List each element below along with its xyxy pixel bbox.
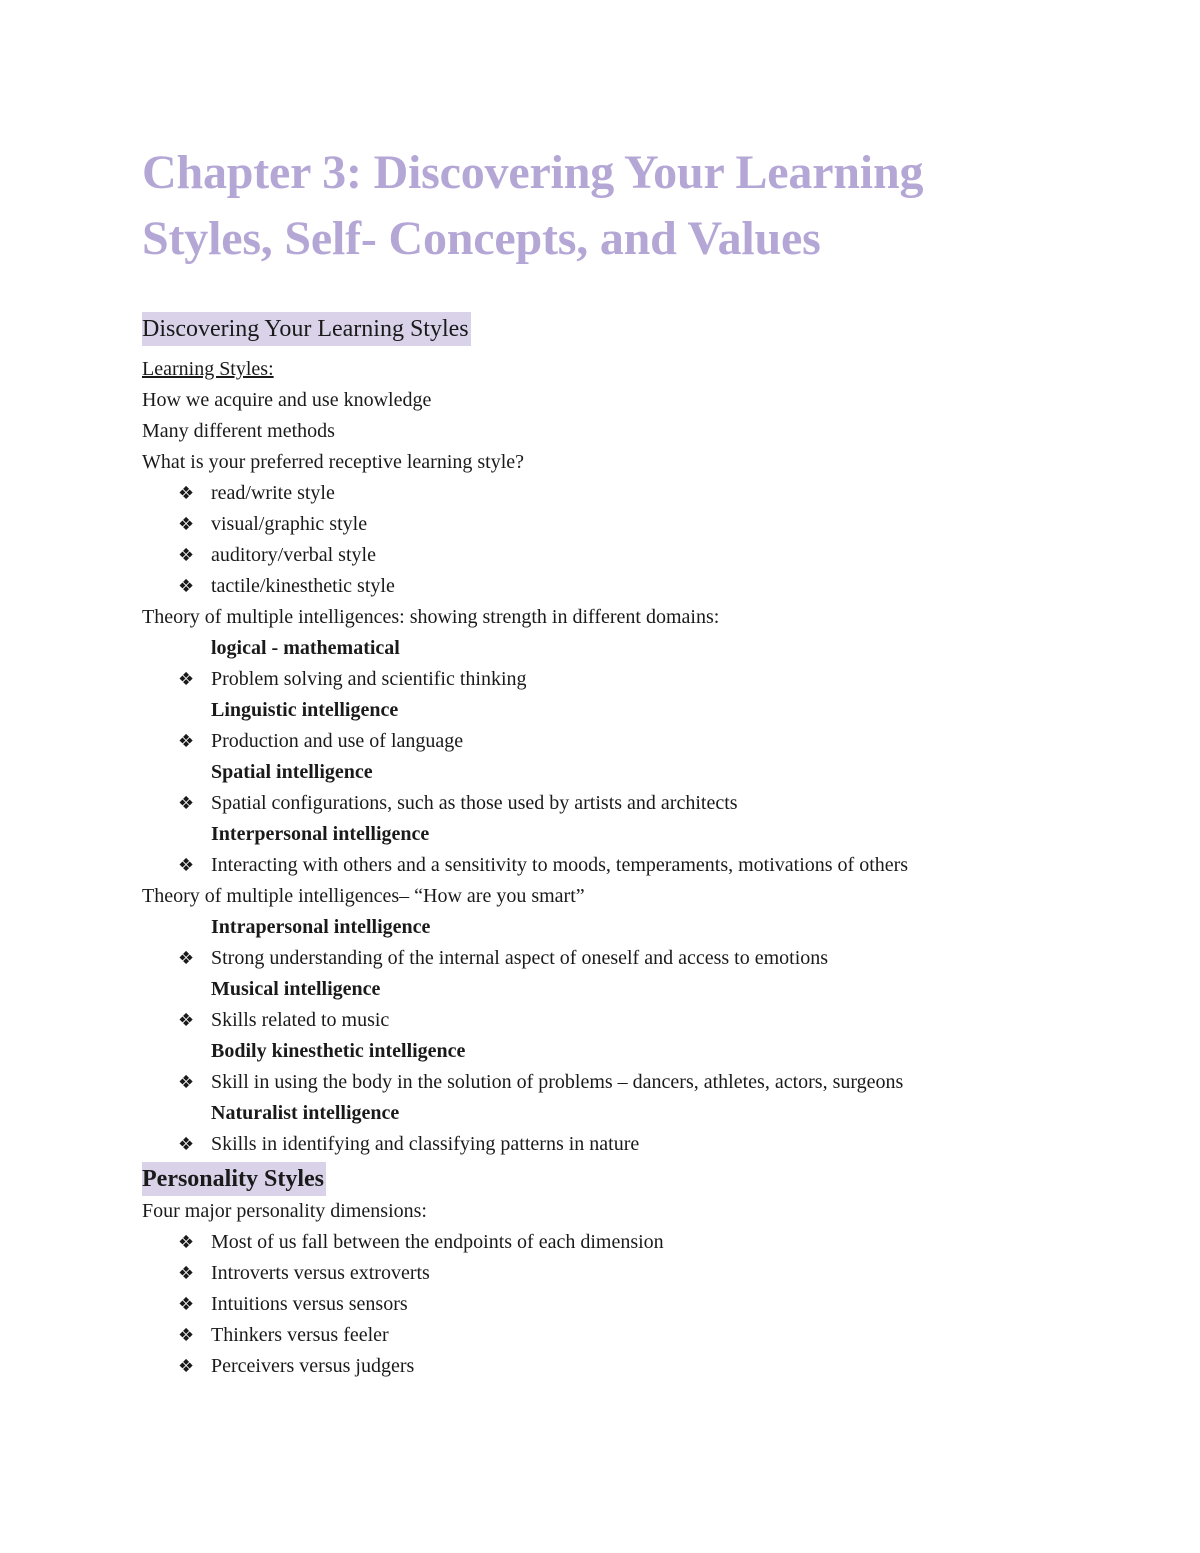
diamond-bullet-icon: ❖ bbox=[178, 1072, 195, 1093]
diamond-bullet-icon: ❖ bbox=[178, 1134, 195, 1155]
list-item: ❖ visual/graphic style bbox=[142, 509, 1062, 540]
list-item: ❖ auditory/verbal style bbox=[142, 540, 1062, 571]
intelligence-name: Spatial intelligence bbox=[211, 761, 373, 783]
multiple-intelligences-intro-2: Theory of multiple intelligences– “How are you smart” bbox=[142, 885, 585, 907]
list-item: ❖ Strong understanding of the internal aspect of oneself and access to emotions bbox=[142, 943, 1062, 974]
diamond-bullet-icon: ❖ bbox=[178, 793, 195, 814]
diamond-bullet-icon: ❖ bbox=[178, 948, 195, 969]
section-heading-learning-styles: Discovering Your Learning Styles bbox=[142, 312, 471, 346]
diamond-bullet-icon: ❖ bbox=[178, 1232, 195, 1253]
diamond-bullet-icon: ❖ bbox=[178, 1356, 195, 1377]
list-item: ❖ Skills related to music bbox=[142, 1005, 1062, 1036]
title-line-2: Styles, Self- Concepts, and Values bbox=[142, 212, 821, 265]
diamond-bullet-icon: ❖ bbox=[178, 545, 195, 566]
diamond-bullet-icon: ❖ bbox=[178, 1010, 195, 1031]
diamond-bullet-icon: ❖ bbox=[178, 483, 195, 504]
list-item: ❖ Skill in using the body in the solution of problems – dancers, athletes, actors, surgeons bbox=[142, 1067, 1062, 1098]
list-item: ❖ Thinkers versus feeler bbox=[142, 1320, 1062, 1351]
list-item: ❖ Production and use of language bbox=[142, 726, 1062, 757]
intelligence-name: Musical intelligence bbox=[211, 978, 381, 1000]
list-item: ❖ Problem solving and scientific thinking bbox=[142, 664, 1062, 695]
diamond-bullet-icon: ❖ bbox=[178, 1294, 195, 1315]
list-item: ❖ tactile/kinesthetic style bbox=[142, 571, 1062, 602]
diamond-bullet-icon: ❖ bbox=[178, 669, 195, 690]
diamond-bullet-icon: ❖ bbox=[178, 514, 195, 535]
title-line-1: Chapter 3: Discovering Your Learning bbox=[142, 146, 924, 199]
diamond-bullet-icon: ❖ bbox=[178, 855, 195, 876]
learning-styles-label: Learning Styles: bbox=[142, 358, 274, 380]
text-line: Many different methods bbox=[142, 420, 335, 442]
personality-intro: Four major personality dimensions: bbox=[142, 1200, 427, 1222]
list-item: ❖ Perceivers versus judgers bbox=[142, 1351, 1062, 1382]
list-item: ❖ Introverts versus extroverts bbox=[142, 1258, 1062, 1289]
intelligence-name: Interpersonal intelligence bbox=[211, 823, 430, 845]
list-item: ❖ read/write style bbox=[142, 478, 1062, 509]
diamond-bullet-icon: ❖ bbox=[178, 731, 195, 752]
diamond-bullet-icon: ❖ bbox=[178, 1263, 195, 1284]
intelligence-name: Linguistic intelligence bbox=[211, 699, 399, 721]
text-line: What is your preferred receptive learning style? bbox=[142, 451, 525, 473]
section-heading-personality-styles: Personality Styles bbox=[142, 1162, 326, 1196]
personality-dimensions-list bbox=[142, 1227, 1062, 1382]
chapter-title bbox=[142, 140, 1062, 272]
intelligence-name: Intrapersonal intelligence bbox=[211, 916, 431, 938]
list-item: ❖ Interacting with others and a sensitivity to moods, temperaments, motivations of others bbox=[142, 850, 1062, 881]
list-item: ❖ Intuitions versus sensors bbox=[142, 1289, 1062, 1320]
list-item: ❖ Skills in identifying and classifying patterns in nature bbox=[142, 1129, 1062, 1160]
intelligence-name: logical - mathematical bbox=[211, 637, 400, 659]
diamond-bullet-icon: ❖ bbox=[178, 576, 195, 597]
diamond-bullet-icon: ❖ bbox=[178, 1325, 195, 1346]
receptive-styles-list bbox=[142, 478, 1062, 602]
document-page bbox=[142, 140, 1062, 1382]
list-item: ❖ Most of us fall between the endpoints of each dimension bbox=[142, 1227, 1062, 1258]
text-line: How we acquire and use knowledge bbox=[142, 389, 432, 411]
multiple-intelligences-intro: Theory of multiple intelligences: showing strength in different domains: bbox=[142, 606, 720, 628]
intelligence-name: Bodily kinesthetic intelligence bbox=[211, 1040, 466, 1062]
list-item: ❖ Spatial configurations, such as those used by artists and architects bbox=[142, 788, 1062, 819]
intelligence-name: Naturalist intelligence bbox=[211, 1102, 400, 1124]
